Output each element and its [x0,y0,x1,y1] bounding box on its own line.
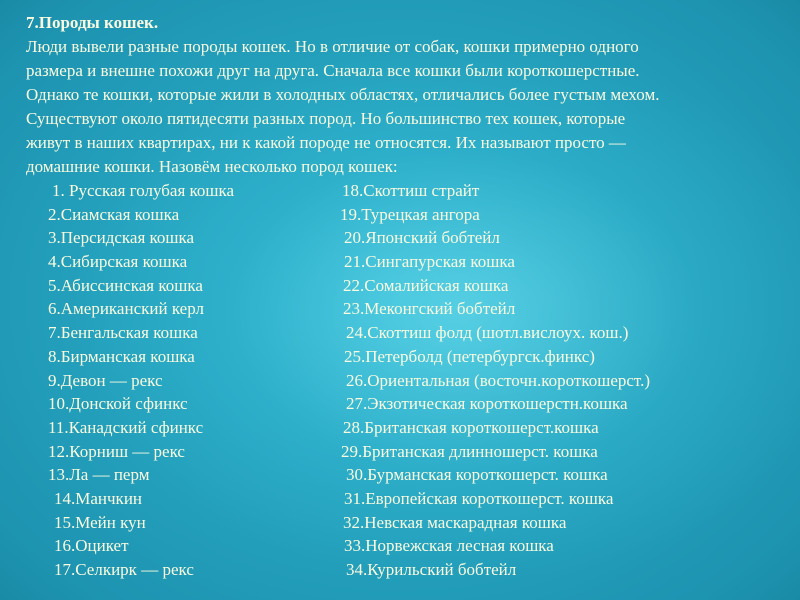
breed-item-left: 14.Манчкин [54,488,143,508]
breed-row [26,392,786,416]
paragraph-line: Однако те кошки, которые жили в холодных областях, отличались более густым мехом. [26,85,660,104]
breed-row [26,487,786,511]
breed-item-right: 26.Ориентальная (восточн.короткошерст.) [346,370,650,390]
breed-row [26,416,786,440]
slide-content [26,11,786,582]
breed-item-right: 33.Норвежская лесная кошка [344,536,554,556]
breed-row [26,369,786,393]
breed-row [26,558,786,582]
breed-row [26,179,786,203]
breed-item-right: 18.Скоттиш страйт [342,181,480,200]
breed-item-left: 4.Сибирская кошка [48,252,188,272]
paragraph-line: живут в наших квартирах, ни к какой породе не относятся. Их называют просто — [26,133,626,152]
breed-item-left: 1. Русская голубая кошка [52,181,235,200]
breed-item-left: 9.Девон — рекс [48,370,163,390]
breed-item-left: 13.Ла — перм [48,465,150,485]
breed-item-left: 11.Канадский сфинкс [48,417,204,437]
breed-item-right: 34.Курильский бобтейл [346,560,517,579]
breed-row [26,226,786,250]
breed-item-left: 15.Мейн кун [54,512,146,532]
breed-row [26,250,786,274]
breed-item-left: 12.Корниш — рекс [48,441,185,461]
paragraph-line: домашние кошки. Назовём несколько пород кошек: [26,157,398,176]
breed-item-left: 5.Абиссинская кошка [48,275,203,295]
breed-row [26,345,786,369]
breed-item-right: 31.Европейская короткошерст. кошка [344,488,614,508]
breed-row [26,297,786,321]
breed-item-left: 3.Персидская кошка [48,228,195,248]
breed-row [26,534,786,558]
breed-row [26,203,786,227]
breed-row [26,511,786,535]
breed-item-right: 27.Экзотическая короткошерстн.кошка [346,394,628,414]
breed-row [26,463,786,487]
breed-item-left: 6.Американский керл [48,299,204,319]
breed-item-right: 32.Невская маскарадная кошка [343,512,567,532]
slide-title: 7.Породы кошек. [26,13,159,32]
breed-item-right: 25.Петерболд (петербургск.финкс) [344,346,595,366]
breed-item-right: 19.Турецкая ангора [340,204,480,224]
breed-item-right: 29.Британская длинношерст. кошка [341,441,598,461]
paragraph-line: Люди вывели разные породы кошек. Но в отличие от собак, кошки примерно одного [26,37,639,56]
breed-item-right: 23.Меконгский бобтейл [343,299,516,319]
paragraph-line: Существуют около пятидесяти разных пород. Но большинство тех кошек, которые [26,109,626,128]
breed-row [26,274,786,298]
breed-item-right: 30.Бурманская короткошерст. кошка [346,465,608,485]
breed-item-right: 20.Японский бобтейл [344,228,500,248]
breed-item-right: 21.Сингапурская кошка [344,252,515,272]
breed-item-right: 24.Скоттиш фолд (шотл.вислоух. кош.) [346,323,629,343]
breed-row [26,321,786,345]
breed-item-left: 2.Сиамская кошка [48,204,180,224]
breed-item-left: 8.Бирманская кошка [48,346,195,366]
breed-item-right: 22.Сомалийская кошка [343,275,509,295]
breed-row [26,440,786,464]
breed-item-left: 10.Донской сфинкс [48,394,188,414]
breed-item-left: 16.Оцикет [54,536,129,556]
breed-item-right: 28.Британская короткошерст.кошка [343,417,599,437]
breed-list [26,179,786,582]
paragraph-line: размера и внешне похожи друг на друга. Сначала все кошки были короткошерстные. [26,61,640,80]
breed-item-left: 7.Бенгальская кошка [48,323,198,343]
breed-item-left: 17.Селкирк — рекс [54,560,194,579]
